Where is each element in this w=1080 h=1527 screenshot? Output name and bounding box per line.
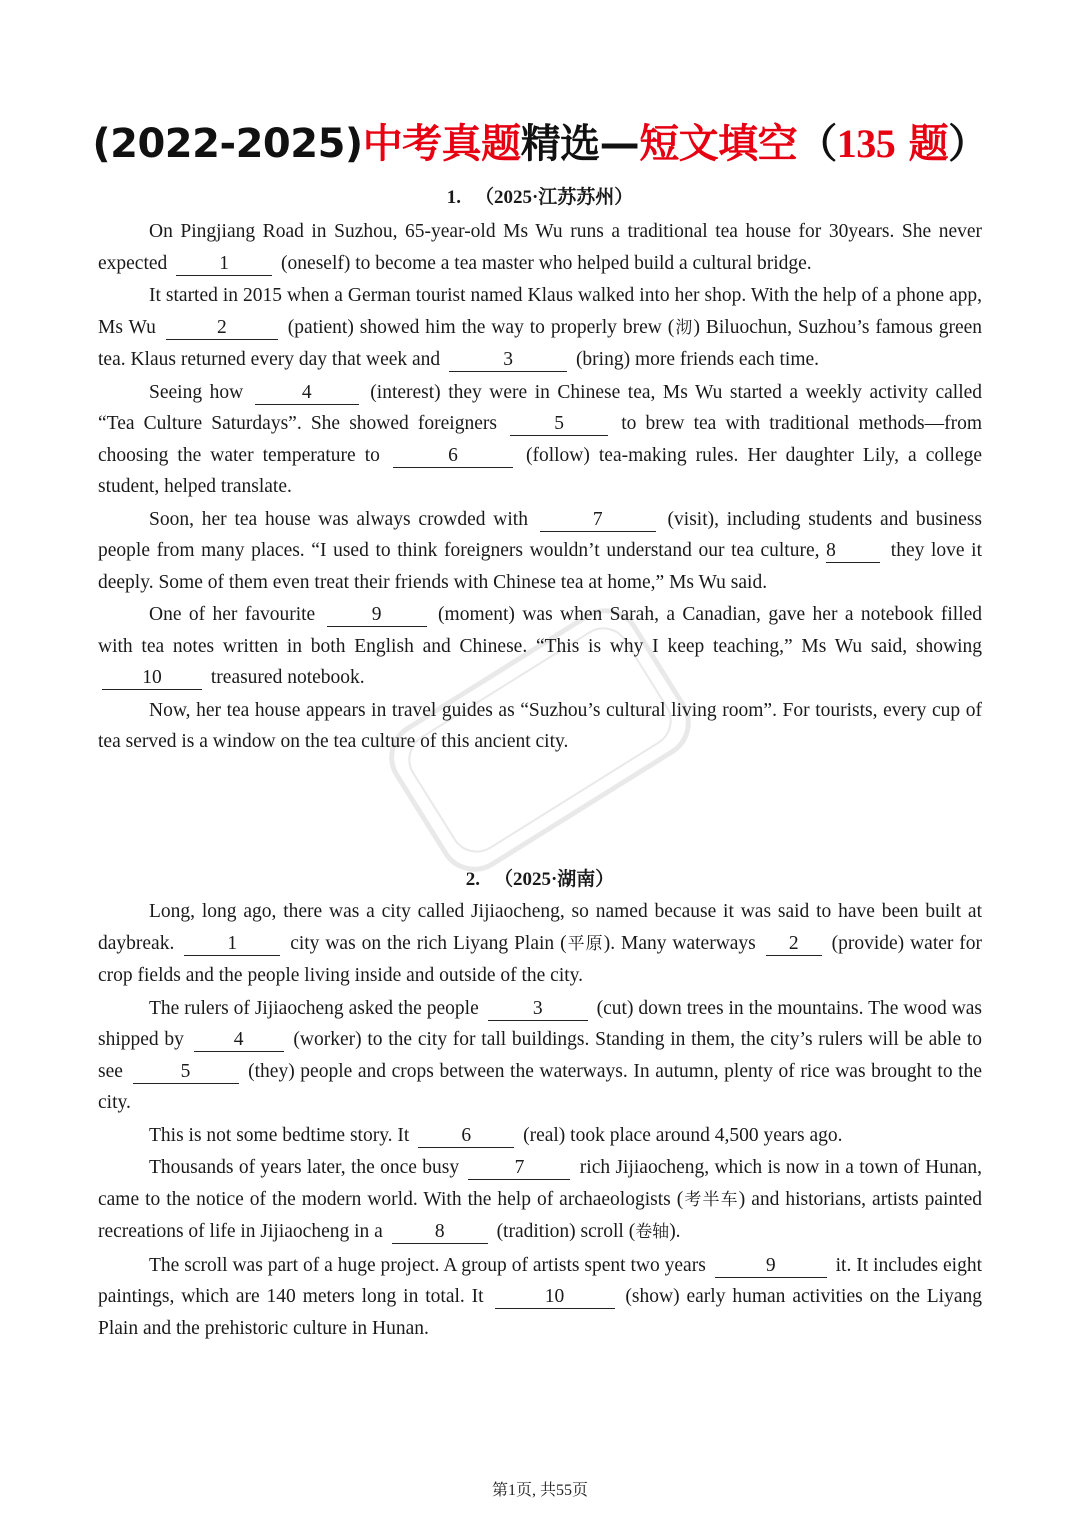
title-exam: 中考真题 (362, 121, 521, 167)
blank-field[interactable]: 2 (766, 933, 822, 956)
paragraph (98, 599, 982, 694)
blank-field[interactable]: 3 (449, 349, 567, 372)
title-count: 135 (836, 121, 896, 166)
text: Thousands of years later, the once busy (149, 1157, 460, 1178)
text: (patient) showed him the way to properly brew ( (287, 316, 675, 338)
text: (worker) to the city for tall buildings. Standing in them, the city’s rulers will be able to see (98, 1029, 983, 1082)
text: (follow) tea-making rules. Her daughter Lily, a college student, helped translate. (98, 444, 983, 497)
title-unit: 题 (895, 121, 949, 167)
text: (interest) they were in Chinese tea, Ms Wu started a weekly activity called “Tea Culture Saturdays”. She showed foreigners (98, 381, 983, 434)
title-years: (2022-2025) (92, 121, 363, 167)
question-number: 2. (465, 869, 480, 890)
title-selected: 精选— (520, 121, 640, 167)
text: It started in 2015 when a German tourist named Klaus walked into her shop. With the help of a phone app, Ms Wu (98, 285, 982, 338)
title-paren-close: ） (948, 121, 988, 167)
text: Seeing how (149, 381, 244, 403)
text: city was on the rich Liyang Plain ( (290, 932, 567, 954)
text: (moment) was when Sarah, a Canadian, gave her a notebook filled with tea notes written in both English and Chinese. “This is why I keep teaching,” Ms Wu said, showing (98, 604, 983, 657)
text: (visit), including students and business people from many places. “I used to think foreigners wouldn’t understand our tea culture, (98, 508, 983, 561)
text: One of her favourite (149, 604, 316, 625)
text: ) Biluochun, Suzhou’s famous green tea. Klaus returned every day that week and (98, 316, 983, 370)
paragraph (98, 1250, 982, 1345)
text: ) and historians, artists painted recreations of life in Jijiaocheng in a (98, 1188, 983, 1242)
question-number: 1. (446, 187, 461, 208)
blank-field[interactable]: 4 (255, 382, 359, 405)
blank-field[interactable]: 10 (102, 667, 202, 690)
question-1-heading (0, 182, 1080, 209)
page-title (0, 112, 1080, 169)
text: they love it deeply. Some of them even treat their friends with Chinese tea at home,” Ms Wu said. (98, 540, 983, 593)
text: (real) took place around 4,500 years ago. (523, 1124, 843, 1146)
question-source: （2025·湖南） (493, 869, 615, 890)
text: Long, long ago, there was a city called Jijiaocheng, so named because it was said to have been built at daybreak. (98, 901, 982, 954)
paragraph (98, 695, 982, 758)
blank-field[interactable]: 8 (826, 540, 880, 563)
text: On Pingjiang Road in Suzhou, 65-year-old Ms Wu runs a traditional tea house for 30years. She never expected (98, 221, 982, 274)
page-footer: 第1页, 共55页 (491, 1482, 588, 1499)
blank-field[interactable]: 2 (166, 317, 278, 340)
text: (they) people and crops between the waterways. In autumn, plenty of rice was brought to the city. (98, 1060, 983, 1113)
paragraph (98, 377, 982, 503)
blank-field[interactable]: 8 (392, 1221, 488, 1244)
blank-field[interactable]: 5 (510, 413, 608, 436)
text: This is not some bedtime story. It (149, 1124, 410, 1146)
text: (bring) more friends each time. (575, 349, 820, 370)
blank-field[interactable]: 5 (133, 1061, 239, 1084)
text: (cut) down trees in the mountains. The wood was shipped by (98, 997, 983, 1050)
blank-field[interactable]: 1 (176, 253, 272, 276)
text: Soon, her tea house was always crowded with (149, 508, 528, 530)
text: ). Many waterways (603, 932, 756, 954)
blank-field[interactable]: 6 (393, 445, 513, 468)
text: (oneself) to become a tea master who helped build a cultural bridge. (281, 252, 812, 274)
paragraph (98, 1120, 982, 1152)
title-paren-open: （ (797, 121, 837, 167)
blank-field[interactable]: 9 (715, 1255, 827, 1278)
paragraph (98, 896, 982, 992)
blank-field[interactable]: 3 (488, 998, 588, 1021)
paragraph (98, 216, 982, 279)
text: (provide) water for crop fields and the people living inside and outside of the city. (98, 932, 983, 986)
text: ). (669, 1221, 681, 1242)
text: rich Jijiaocheng, which is now in a town of Hunan, came to the notice of the modern world. With the help of archaeologists ( (98, 1157, 983, 1210)
blank-field[interactable]: 7 (468, 1157, 570, 1180)
text: it. It includes eight paintings, which are 140 meters long in total. It (98, 1254, 982, 1307)
question-2-passage (98, 896, 982, 1345)
question-source: （2025·江苏苏州） (474, 187, 634, 208)
text: The rulers of Jijiaocheng asked the people (149, 997, 479, 1019)
paragraph (98, 280, 982, 376)
paragraph (98, 993, 982, 1119)
text: (show) early human activities on the Liyang Plain and the prehistoric culture in Hunan. (98, 1286, 982, 1339)
blank-field[interactable]: 4 (194, 1029, 284, 1052)
blank-field[interactable]: 7 (540, 509, 656, 532)
text: The scroll was part of a huge project. A group of artists spent two years (149, 1254, 706, 1276)
chinese-gloss: 卷轴 (635, 1222, 670, 1242)
paragraph (98, 1152, 982, 1249)
text: (tradition) scroll ( (496, 1221, 636, 1242)
chinese-gloss: 平原 (566, 933, 604, 954)
blank-field[interactable]: 9 (327, 604, 427, 627)
chinese-gloss: 考半车 (683, 1189, 739, 1210)
question-2-heading (0, 864, 1080, 891)
text: Now, her tea house appears in travel guides as “Suzhou’s cultural living room”. For tourists, every cup of tea served is a window on the tea culture of this ancient city. (98, 699, 982, 752)
title-topic: 短文填空 (639, 121, 798, 167)
blank-field[interactable]: 10 (495, 1286, 615, 1309)
text: to brew tea with traditional methods—from choosing the water temperature to (98, 413, 982, 466)
blank-field[interactable]: 1 (184, 933, 280, 956)
blank-field[interactable]: 6 (418, 1125, 514, 1148)
text: treasured notebook. (210, 667, 365, 688)
paragraph (98, 504, 982, 599)
question-1-passage (98, 216, 982, 759)
chinese-gloss: 沏 (674, 317, 694, 338)
